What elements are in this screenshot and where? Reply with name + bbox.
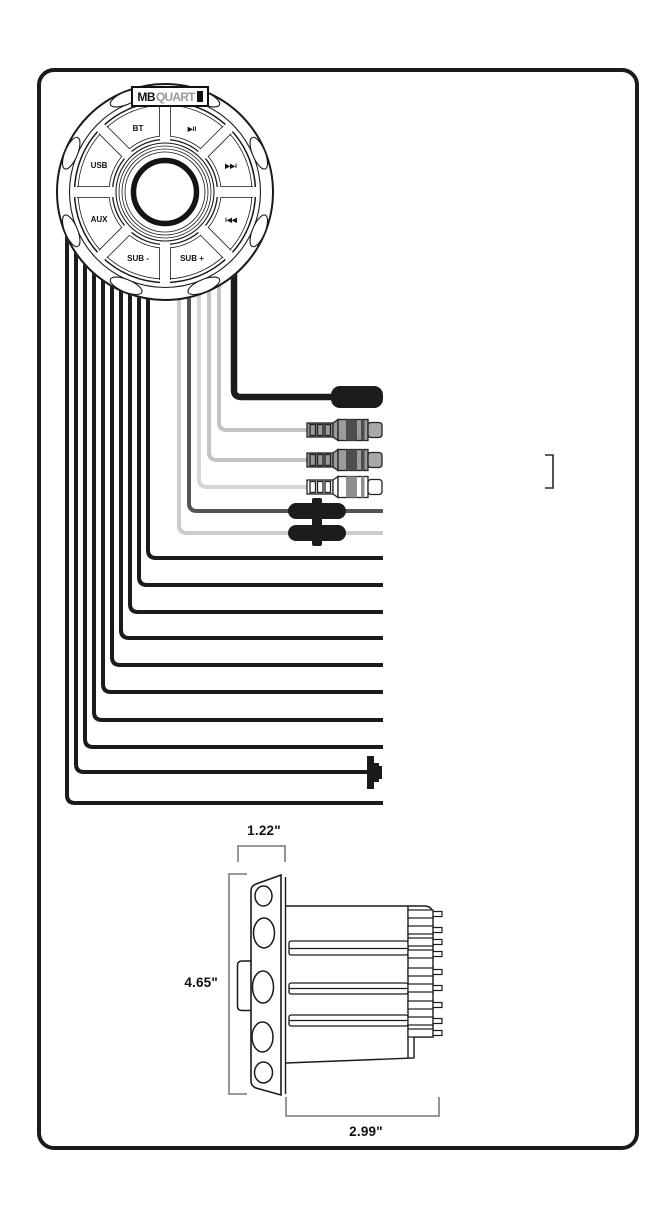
- button-next[interactable]: ▶▶I: [225, 163, 237, 170]
- button-prev[interactable]: I◀◀: [225, 217, 237, 224]
- dim-bracket-top: [238, 846, 285, 862]
- dimension-label-depth: 2.99": [349, 1124, 383, 1139]
- button-sub-plus[interactable]: SUB +: [180, 254, 204, 263]
- mounting-clip: [238, 961, 253, 1011]
- connector-pins: [408, 910, 442, 1037]
- rca-connector-gray-1: [307, 420, 382, 441]
- rca-connector-white: [307, 477, 382, 498]
- rca-connector-gray-2: [307, 450, 382, 471]
- button-sub-minus[interactable]: SUB -: [127, 254, 149, 263]
- brand-logo: [131, 86, 209, 107]
- button-usb[interactable]: USB: [90, 161, 108, 170]
- dim-bracket-bottom: [286, 1097, 439, 1116]
- dimension-label-width: 1.22": [247, 823, 281, 838]
- brand-logo-block-icon: [197, 91, 203, 102]
- brand-logo-quart: QUART: [156, 89, 195, 104]
- button-aux[interactable]: AUX: [90, 215, 108, 224]
- button-bt[interactable]: BT: [132, 124, 144, 133]
- screw-rods: [289, 941, 408, 1026]
- button-play-pause[interactable]: ▶II: [187, 126, 197, 133]
- media-controller: [50, 77, 280, 307]
- front-flange: [251, 875, 286, 1095]
- dimension-label-height: 4.65": [184, 975, 218, 990]
- dimension-drawing: [229, 846, 442, 1116]
- callout-bracket: [545, 455, 553, 488]
- brand-logo-mb: MB: [137, 89, 155, 104]
- fuse-holder-2: [288, 520, 346, 546]
- rubber-cap-connector: [331, 386, 383, 408]
- antenna-plug: [367, 756, 382, 789]
